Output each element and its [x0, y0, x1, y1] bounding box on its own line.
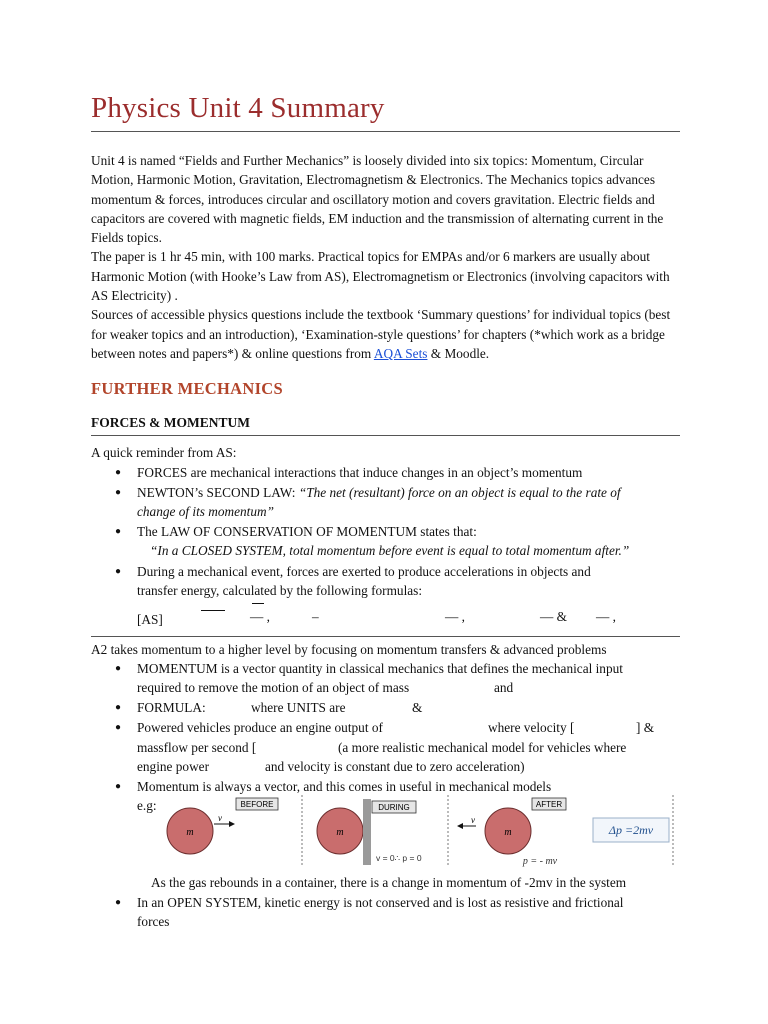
subsection-heading: FORCES & MOMENTUM — [91, 415, 250, 430]
formula-overline — [252, 603, 264, 604]
formula-label: FORMULA: — [137, 700, 206, 715]
reminder-text: A quick reminder from AS: — [91, 445, 237, 460]
intro-paragraph-3-text: Sources of accessible physics questions include the textbook ‘Summary questions’ for individual topics (best for weaker topics and an introduction), ‘Examination-style questions’ for chapters (*which work as a bridge between notes and papers*) & online questions from — [91, 307, 671, 361]
open-system-1: In an OPEN SYSTEM, kinetic energy is not conserved and is lost as resistive and frictional — [137, 895, 624, 910]
bullet-icon: ● — [115, 566, 122, 577]
before-panel — [160, 793, 295, 868]
vector-line: Momentum is always a vector, and this comes in useful in mechanical models — [137, 779, 552, 794]
title-rule — [91, 131, 680, 132]
intro-paragraph-3-end: & Moodle. — [427, 345, 490, 361]
eg-label: e.g: — [137, 798, 157, 813]
momentum-diagram — [300, 793, 675, 868]
powered-line-2b: (a more realistic mechanical model for vehicles where — [338, 740, 627, 755]
bullet-icon: ● — [115, 702, 122, 713]
formula-fragment: — , — [250, 609, 270, 624]
after-tag: AFTER — [535, 800, 563, 809]
mass-label: m — [504, 827, 512, 838]
bullet-forces — [137, 463, 582, 482]
powered-line-3a: engine power — [137, 759, 209, 774]
momentum-term: MOMENTUM — [137, 661, 218, 676]
arrow-right-icon — [229, 821, 235, 827]
newton-quote-2: change of its momentum” — [137, 504, 275, 519]
arrow-left-icon — [457, 823, 463, 829]
powered-line-1c: ] & — [636, 720, 655, 735]
formula-fragment: — & — [540, 609, 567, 624]
p-after-label: p = - mv — [522, 856, 558, 867]
powered-line-2a: massflow per second [ — [137, 740, 257, 755]
intro-paragraph-3 — [91, 305, 681, 363]
formula-rule — [91, 636, 680, 637]
gas-note: As the gas rebounds in a container, there is a change in momentum of -2mv in the system — [151, 875, 627, 890]
intro-paragraph-1: Unit 4 is named “Fields and Further Mechanics” is loosely divided into six topics: Momentum, Circular Motion, Harmonic Motion, Gravitation, Electromagnetism & Electronics. The Mechanics topics advances momentum & forces, introduces circular and oscillatory motion and covers gravitation. Electric fields and capacitors are covered with magnetic fields, EM induction and the transmission of alternating current in the Fields topics. — [91, 153, 664, 246]
open-system-2: forces — [137, 914, 170, 929]
bullet-icon: ● — [115, 487, 122, 498]
units-and: & — [412, 700, 423, 715]
bullet-icon: ● — [115, 526, 122, 537]
bullet-icon: ● — [115, 897, 122, 908]
v-zero-label: v = 0∴ p = 0 — [376, 853, 422, 863]
as-label: [AS] — [137, 612, 163, 627]
bullet-newton — [137, 483, 621, 502]
bullet-conservation: The LAW OF CONSERVATION OF MOMENTUM states that: — [137, 524, 477, 539]
section-heading: FURTHER MECHANICS — [91, 379, 283, 398]
bullet-icon: ● — [115, 467, 122, 478]
formula-fragment: — , — [445, 609, 465, 624]
bullet-momentum — [137, 659, 623, 678]
wall — [363, 799, 371, 865]
powered-line-1b: where velocity [ — [488, 720, 575, 735]
mass-label: m — [186, 827, 194, 838]
before-tag: BEFORE — [240, 800, 274, 809]
intro-paragraph-2: The paper is 1 hr 45 min, with 100 marks. Practical topics for EMPAs and/or 6 markers are usually about Harmonic Motion (with Hooke’s Law from AS), Electromagnetism or Electronics (involving capacitors with AS Electricity) . — [91, 249, 670, 304]
subsection-rule — [91, 435, 680, 436]
delta-p-label: Δp =2mv — [608, 823, 654, 837]
velocity-label-after: v — [471, 815, 475, 825]
momentum-line-2-and: and — [494, 680, 514, 695]
formula-overline — [201, 610, 225, 611]
forces-term: FORCES — [137, 465, 188, 480]
forces-definition: are mechanical interactions that induce changes in an object’s momentum — [187, 465, 583, 480]
newton-term: NEWTON’s SECOND LAW: — [137, 485, 299, 500]
a2-intro: A2 takes momentum to a higher level by focusing on momentum transfers & advanced problems — [91, 642, 607, 657]
bullet-icon: ● — [115, 663, 122, 674]
newton-quote-1: “The net (resultant) force on an object is equal to the rate of — [298, 485, 621, 500]
bullet-icon: ● — [115, 722, 122, 733]
units-label: where UNITS are — [251, 700, 346, 715]
formula-fragment: – — [312, 609, 319, 624]
powered-line-1a: Powered vehicles produce an engine output of — [137, 720, 383, 735]
formula-fragment: — , — [596, 609, 616, 624]
bullet-event-2: transfer energy, calculated by the following formulas: — [137, 583, 423, 598]
momentum-line-2: required to remove the motion of an object of mass — [137, 680, 410, 695]
mass-label: m — [336, 827, 344, 838]
momentum-definition: is a vector quantity in classical mechanics that defines the mechanical input — [217, 661, 623, 676]
velocity-label-before: v — [218, 813, 222, 823]
during-tag: DURING — [378, 803, 410, 812]
intro-text — [91, 151, 681, 363]
conservation-quote: “In a CLOSED SYSTEM, total momentum before event is equal to total momentum after.” — [150, 543, 630, 558]
aqa-sets-link[interactable]: AQA Sets — [373, 345, 428, 361]
bullet-event-1: During a mechanical event, forces are exerted to produce accelerations in objects and — [137, 564, 591, 579]
bullet-icon: ● — [115, 781, 122, 792]
powered-line-3b: and velocity is constant due to zero acceleration) — [265, 759, 525, 774]
page-title: Physics Unit 4 Summary — [91, 92, 385, 124]
